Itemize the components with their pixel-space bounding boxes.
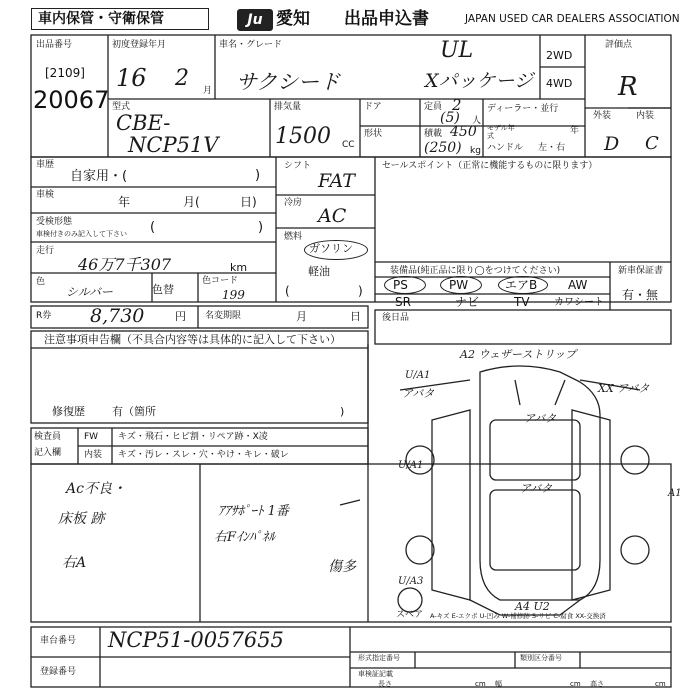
fuel-diesel: 軽油 — [308, 265, 330, 278]
first-reg-label: 初度登録年月 — [112, 40, 167, 50]
diag-ll: U/A3 — [398, 576, 424, 587]
diag-bottom: A4 U2 — [515, 600, 550, 613]
eval-ext-grade: D — [604, 133, 620, 155]
repair-close: ) — [340, 405, 345, 418]
history-label: 車歴 — [36, 160, 55, 170]
size-height: 高さ — [590, 680, 604, 688]
shift-value: FAT — [318, 170, 355, 192]
size-label: 車検証記載 — [358, 670, 393, 678]
equipment-label: 装備品(純正品に限り◯をつけてください) — [390, 266, 561, 276]
shape-label: 形状 — [364, 129, 383, 139]
first-reg-year: 16 — [116, 64, 147, 92]
recycle-label: R券 — [36, 311, 52, 321]
size-width-unit: cm — [570, 680, 581, 688]
equip-tv: TV — [514, 295, 530, 309]
door-label: ドア — [364, 102, 382, 112]
history-close: ) — [255, 168, 261, 183]
repair-label: 修復歴 — [52, 405, 85, 418]
diag-spare: スペア — [396, 610, 424, 620]
later-docs-label: 後日品 — [382, 313, 410, 323]
handle-opts: 左・右 — [538, 143, 566, 153]
equip-navi: ナビ — [455, 295, 480, 309]
repair-value: 有（箇所 — [112, 405, 156, 418]
capacity-label: 定員 — [424, 102, 443, 112]
diag-left: U/A1 — [398, 460, 424, 471]
color-code-label: 色コード — [202, 276, 239, 286]
displacement-unit: CC — [342, 140, 355, 150]
dealer-label: ディーラー・並行 — [487, 104, 559, 114]
inspection-form-label: 受検形態 — [36, 217, 73, 227]
note-line3: ｱｱｻﾎﾟｰﾄ 1番 — [218, 504, 289, 519]
eval-label: 評価点 — [605, 40, 633, 50]
mileage-unit: km — [230, 261, 248, 274]
equip-sr: SR — [395, 295, 411, 309]
diag-roof: アバタ — [520, 482, 553, 495]
name-change-month: 月 — [296, 310, 307, 323]
color-code: 199 — [222, 288, 245, 302]
handle-label: ハンドル — [487, 143, 524, 153]
type-line2: NCP51V — [128, 133, 219, 157]
fuel-open: ( — [285, 284, 290, 298]
note-line1: Ac不良・ — [66, 481, 126, 497]
shaken-month: 月( — [183, 195, 200, 209]
fuel-close: ) — [358, 284, 363, 298]
size-width: 幅 — [495, 680, 502, 688]
first-reg-month-unit: 月 — [203, 86, 213, 96]
first-reg-month: 2 — [175, 66, 189, 91]
inspection-form-close: ) — [258, 220, 264, 235]
shift-label: シフト — [284, 161, 312, 171]
storage-label: 車内保管・守衛保管 — [38, 11, 164, 27]
inspector-label1: 検査員 — [34, 432, 62, 442]
type-line1: CBE- — [116, 111, 171, 135]
equip-airbag: エアB — [505, 278, 538, 292]
logo-text: Ju — [247, 12, 263, 28]
assoc-name: JAPAN USED CAR DEALERS ASSOCIATION — [465, 13, 680, 25]
reg-no-label: 登録番号 — [40, 667, 77, 677]
shaken-label: 車検 — [36, 190, 55, 200]
model-grade2: Xパッケージ — [425, 70, 534, 92]
lot-sub: [2109] — [45, 66, 85, 80]
inspector-row2-items: キズ・汚レ・スレ・穴・やけ・キレ・破レ — [118, 450, 289, 460]
diag-right: A1 — [668, 488, 682, 499]
model-year-unit: 年 — [570, 126, 580, 136]
model-name: サクシード — [236, 70, 341, 94]
name-change-day: 日 — [350, 310, 361, 323]
warranty-opts: 有・無 — [622, 288, 659, 302]
note-line2: 床板 跡 — [58, 511, 105, 527]
note-line5: 右A — [62, 555, 87, 571]
shaken-year: 年 — [118, 195, 131, 209]
wd-2: 2WD — [546, 49, 573, 62]
mileage-value: 46万7千307 — [78, 255, 172, 274]
size-length-unit: cm — [475, 680, 486, 688]
chassis-label: 車台番号 — [40, 636, 77, 646]
model-grade1: UL — [440, 38, 474, 63]
equip-ps: PS — [393, 278, 408, 292]
capacity-unit: 人 — [472, 116, 482, 126]
storage-box — [31, 8, 209, 30]
type-label: 型式 — [112, 102, 131, 112]
history-value: 自家用・( — [70, 169, 128, 184]
model-year-label: モデル年式 — [487, 124, 515, 140]
diag-lf: アバタ — [402, 387, 435, 400]
note-line6: 傷多 — [328, 559, 356, 575]
displacement-label: 排気量 — [274, 102, 302, 112]
form-no-label: 形式指定番号 — [358, 654, 400, 662]
load-unit: kg — [470, 146, 481, 156]
class-no-label: 類別区分番号 — [520, 654, 562, 662]
warranty-label: 新車保証書 — [618, 266, 664, 276]
model-label: 車名・グレード — [219, 40, 283, 50]
eval-int-label: 内装 — [636, 111, 655, 121]
diag-top: A2 ウェザーストリップ — [460, 348, 577, 361]
equip-pw: PW — [449, 278, 469, 292]
shaken-day: 日) — [240, 195, 257, 209]
ac-label: 冷房 — [284, 198, 303, 208]
inspector-row2-label: 内装 — [84, 450, 103, 460]
chassis-value: NCP51-0057655 — [108, 628, 284, 652]
capacity-sub: (5) — [440, 110, 460, 126]
fuel-label: 燃料 — [284, 232, 303, 242]
lot-label: 出品番号 — [36, 40, 73, 50]
inspector-row1-label: FW — [84, 432, 99, 442]
load-value: 450 — [450, 124, 477, 140]
ac-value: AC — [318, 205, 347, 227]
color-value: シルバー — [66, 285, 113, 299]
capacity-value: 2 — [452, 96, 462, 114]
sales-point-label: セールスポイント（正常に機能するものに限ります） — [382, 161, 598, 171]
form-title: 出品申込書 — [344, 9, 429, 29]
inspection-form-note: 車検付きのみ記入して下さい — [36, 230, 127, 238]
lot-number: 20067 — [33, 86, 110, 114]
diag-hood: アバタ — [524, 412, 557, 425]
note-line4: 右Fｲﾝﾊﾟﾈﾙ — [214, 530, 276, 545]
eval-score: R — [618, 72, 638, 102]
load-label: 積載 — [424, 129, 443, 139]
name-change-label: 名変期限 — [205, 311, 242, 321]
load-sub: (250) — [424, 140, 462, 156]
notes-label: 注意事項申告欄（不具合内容等は具体的に記入して下さい） — [44, 333, 341, 346]
equip-aw: AW — [568, 278, 588, 292]
color-change: 色替 — [152, 283, 174, 296]
displacement-value: 1500 — [275, 124, 331, 149]
eval-ext-label: 外装 — [593, 111, 612, 121]
recycle-value: 8,730 — [90, 305, 145, 327]
size-length: 長さ — [378, 680, 392, 688]
equip-kawa: カワシート — [554, 297, 604, 308]
inspector-row1-items: キズ・飛石・ヒビ割・リペア跡・X凌 — [118, 432, 268, 442]
inspection-form-open: ( — [150, 220, 156, 235]
diag-tr: XX アバタ — [598, 382, 650, 395]
eval-int-grade: C — [645, 133, 659, 154]
mileage-label: 走行 — [36, 246, 55, 256]
recycle-unit: 円 — [175, 310, 186, 323]
diag-tl: U/A1 — [405, 370, 431, 381]
org-name: 愛知 — [276, 9, 310, 29]
fuel-gas: ガソリン — [309, 242, 353, 255]
size-height-unit: cm — [655, 680, 666, 688]
inspector-label2: 記入欄 — [34, 448, 62, 458]
color-label: 色 — [36, 277, 46, 287]
wd-4: 4WD — [546, 77, 573, 90]
diag-legend: A-キズ E-エクボ U-凹み W-補修跡 S-サビ C-腐食 XX-交換済 — [430, 612, 606, 620]
org-logo — [237, 9, 273, 31]
